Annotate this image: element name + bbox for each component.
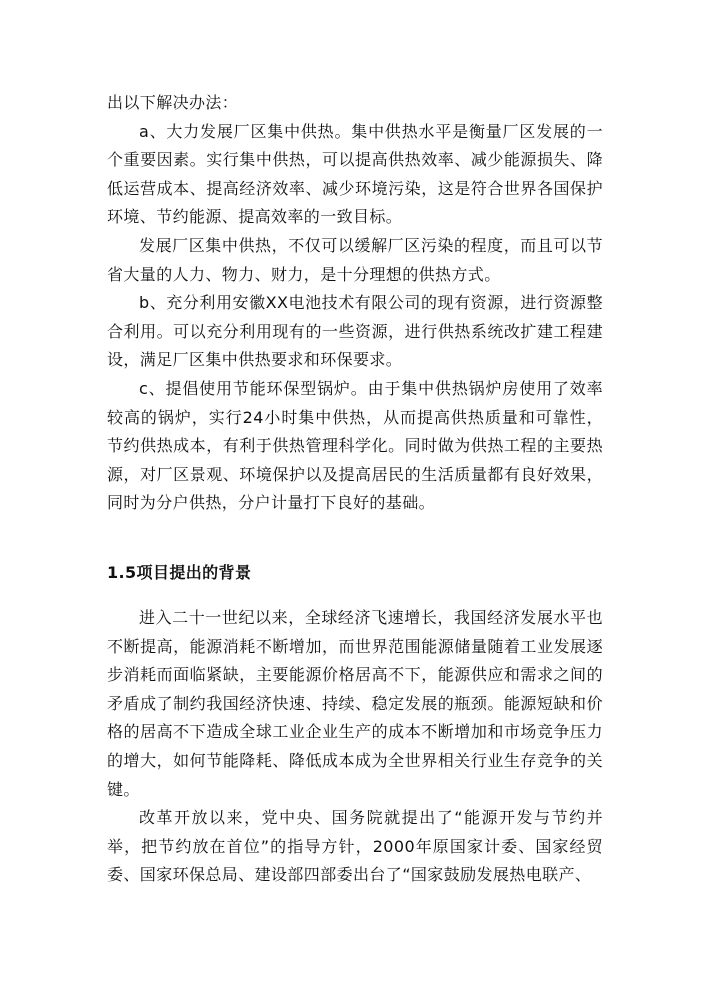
- paragraph-option-a: a、大力发展厂区集中供热。集中供热水平是衡量厂区发展的一个重要因素。实行集中供热，可以提高供热效率、减少能源损失、降低运营成本、提高经济效率、减少环境污染，这是符合世界各国保护环境、节约能源、提高效率的一致目标。: [107, 121, 603, 227]
- paragraph-option-a-detail: 发展厂区集中供热，不仅可以缓解厂区污染的程度，而且可以节省大量的人力、物力、财力，是十分理想的供热方式。: [107, 235, 603, 284]
- body-text-lower: [107, 604, 603, 890]
- body-text-upper: [107, 89, 603, 518]
- section-heading: 1.5项目提出的背景: [107, 563, 252, 582]
- paragraph-option-b: b、充分利用安徽XX电池技术有限公司的现有资源，进行资源整合利用。可以充分利用现有的一些资源，进行供热系统改扩建工程建设，满足厂区集中供热要求和环保要求。: [107, 293, 603, 370]
- paragraph-background-1: 进入二十一世纪以来，全球经济飞速增长，我国经济发展水平也不断提高，能源消耗不断增加，而世界范围能源储量随着工业发展逐步消耗而面临紧缺，主要能源价格居高不下，能源供应和需求之间的矛盾成了制约我国经济快速、持续、稳定发展的瓶颈。能源短缺和价格的居高不下造成全球工业企业生产的成本不断增加和市场竞争压力的增大，如何节能降耗、降低成本成为全世界相关行业生存竞争的关键。: [107, 608, 603, 799]
- paragraph-background-2: 改革开放以来，党中央、国务院就提出了“能源开发与节约并举，把节约放在首位”的指导方针，2000年原国家计委、国家经贸委、国家环保总局、建设部四部委出台了“国家鼓励发展热电联产、: [107, 808, 603, 885]
- paragraph-intro-fragment: 出以下解决办法：: [107, 93, 239, 112]
- paragraph-option-c: c、提倡使用节能环保型锅炉。由于集中供热锅炉房使用了效率较高的锅炉，实行24小时集中供热，从而提高供热质量和可靠性，节约供热成本，有利于供热管理科学化。同时做为供热工程的主要热源，对厂区景观、环境保护以及提高居民的生活质量都有良好效果，同时为分户供热，分户计量打下良好的基础。: [107, 378, 603, 513]
